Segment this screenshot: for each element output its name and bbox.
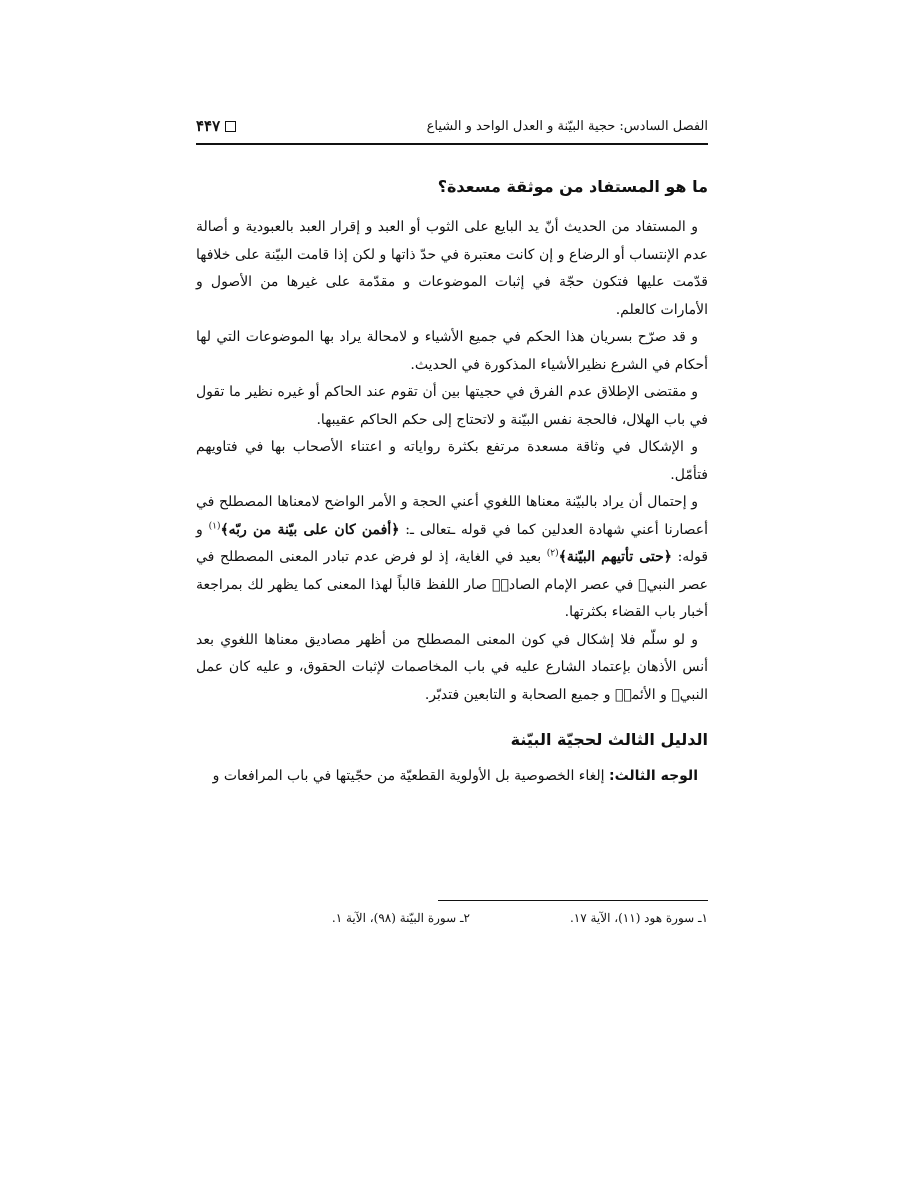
paragraph: و قد صرّح بسريان هذا الحكم في جميع الأشياء و لامحالة يراد بها الموضوعات التي لها أحكام في الشرع نظيرالأشياء المذكورة في الحديث.	[196, 329, 708, 373]
square-bullet-icon	[225, 121, 236, 132]
footnote-ref[interactable]: (٢)	[546, 548, 559, 559]
main-content	[196, 172, 708, 791]
section-heading: الدليل الثالث لحجيّة البيّنة	[510, 730, 708, 749]
footnote-rule	[438, 900, 708, 901]
paragraph: و لو سلّم فلا إشكال في كون المعنى المصطلح من أظهر مصاديق معناها اللغوي بعد أنس الأذهان بإعتماد الشارع عليه في باب المخاصمات لإثبات الحقوق، و عليه كان عمل النبيﷺ و الأئمةؑ و جميع الصحابة و التابعين فتدبّر.	[196, 631, 708, 703]
running-header	[196, 112, 708, 140]
section-heading: ما هو المستفاد من موثقة مسعدة؟	[437, 177, 708, 196]
paragraph-text: بعيد في الغاية، إذ لو فرض عدم تبادر المعنى المصطلح في عصر النبيﷺ في عصر الإمام الصادقؑ صار اللفظ قالباً لهذا المعنى كما يظهر لك بمراجعة أخبار باب القضاء بكثرتها.	[196, 549, 708, 620]
page-number-text: ۴۴۷	[196, 117, 221, 135]
quran-quote: ﴿أفمن كان على بيّنة من ربّه﴾	[220, 521, 400, 538]
paragraph: و مقتضى الإطلاق عدم الفرق في حجيتها بين أن تقوم عند الحاكم أو غيره نظير ما تقول في باب الهلال، فالحجة نفس البيّنة و لاتحتاج إلى حكم الحاكم عقيبها.	[196, 384, 708, 428]
paragraph-text: و قوله:	[196, 521, 709, 565]
paragraph: و المستفاد من الحديث أنّ يد البايع على الثوب أو العبد و إقرار العبد بالعبودية و أصالة عدم الإنتساب أو الرضاع و إن كانت معتبرة في حدّ ذاتها و لكن إذا قامت البيّنة على خلافها قدّمت عليها فتكون حجّة في إثبات الموضوعات و مقدّمة على غيرها من الأصول و الأمارات كالعلم.	[196, 219, 708, 318]
paragraph	[196, 763, 708, 791]
paragraph-text: و إحتمال أن يراد بالبيّنة معناها اللغوي أعني الحجة و الأمر الواضح لامعناها المصطلح في أعصارنا أعني شهادة العدلين كما في قوله ـتعالى ـ:	[196, 494, 708, 538]
paragraph-text: إلغاء الخصوصية بل الأولوية القطعيّة من حجّيتها في باب المرافعات و	[212, 768, 609, 784]
paragraph	[196, 489, 708, 627]
paragraph: و الإشكال في وثاقة مسعدة مرتفع بكثرة رواياته و اعتناء الأصحاب بها في فتاويهم فتأمّل.	[196, 439, 708, 483]
page-number	[196, 117, 236, 135]
header-rule	[196, 143, 708, 145]
lead-in: الوجه الثالث:	[609, 768, 698, 784]
footnotes	[196, 906, 708, 930]
footnote: ٢ـ سورة البيّنة (٩٨)، الآية ١.	[331, 911, 470, 925]
footnote-ref[interactable]: (١)	[208, 520, 221, 531]
quran-quote: ﴿حتى تأتيهم البيّنة﴾	[558, 549, 672, 565]
chapter-title: الفصل السادس: حجية البيّنة و العدل الواحد و الشياع	[426, 118, 708, 134]
footnote: ١ـ سورة هود (١١)، الآية ١٧.	[569, 911, 708, 925]
